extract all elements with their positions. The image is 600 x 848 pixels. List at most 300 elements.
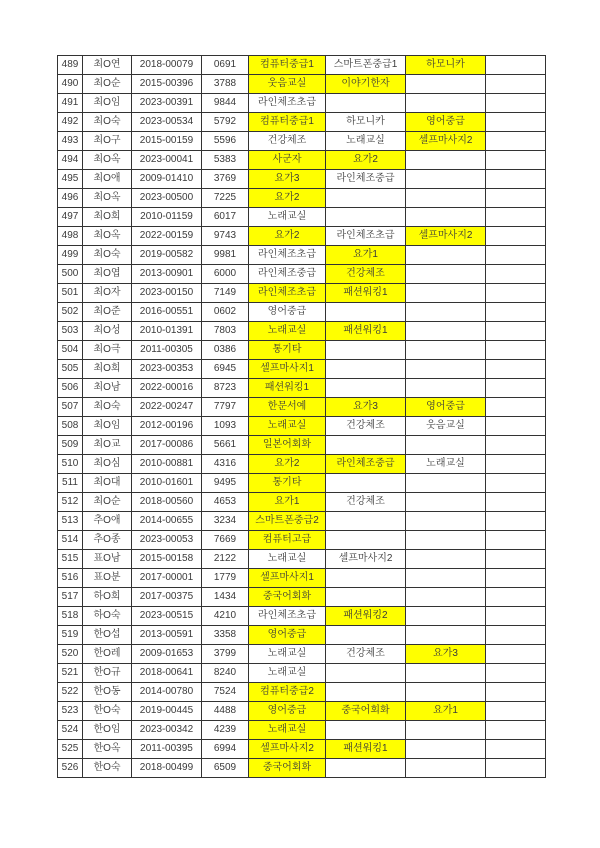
cell-registration-number: 2015-00159	[132, 132, 202, 151]
cell-course-2: 패션워킹2	[326, 607, 406, 626]
cell-course-2	[326, 94, 406, 113]
cell-name: 최O극	[83, 341, 132, 360]
cell-name: 최O숙	[83, 246, 132, 265]
cell-code: 0386	[202, 341, 249, 360]
cell-code: 7803	[202, 322, 249, 341]
cell-row-number: 511	[58, 474, 83, 493]
cell-registration-number: 2023-00534	[132, 113, 202, 132]
cell-row-number: 520	[58, 645, 83, 664]
cell-name: 최O희	[83, 360, 132, 379]
cell-course-3	[406, 588, 486, 607]
cell-row-number: 496	[58, 189, 83, 208]
cell-registration-number: 2012-00196	[132, 417, 202, 436]
cell-registration-number: 2022-00247	[132, 398, 202, 417]
cell-row-number: 499	[58, 246, 83, 265]
cell-code: 3234	[202, 512, 249, 531]
cell-course-1: 노래교실	[249, 645, 326, 664]
table-body	[58, 56, 546, 778]
cell-name: 최O연	[83, 56, 132, 75]
table-row	[58, 379, 546, 398]
cell-course-1: 통기타	[249, 341, 326, 360]
cell-course-2	[326, 759, 406, 778]
cell-course-2	[326, 531, 406, 550]
cell-code: 7149	[202, 284, 249, 303]
table-row	[58, 170, 546, 189]
cell-extra	[486, 94, 546, 113]
cell-extra	[486, 341, 546, 360]
cell-registration-number: 2010-00881	[132, 455, 202, 474]
cell-extra	[486, 550, 546, 569]
cell-registration-number: 2018-00641	[132, 664, 202, 683]
table-row	[58, 360, 546, 379]
cell-extra	[486, 626, 546, 645]
table-row	[58, 740, 546, 759]
cell-course-3	[406, 170, 486, 189]
cell-code: 7225	[202, 189, 249, 208]
cell-registration-number: 2010-01159	[132, 208, 202, 227]
cell-extra	[486, 721, 546, 740]
cell-name: 최O애	[83, 170, 132, 189]
cell-course-1: 컴퓨터중급1	[249, 56, 326, 75]
cell-code: 5792	[202, 113, 249, 132]
cell-course-1: 요가1	[249, 493, 326, 512]
cell-registration-number: 2023-00342	[132, 721, 202, 740]
cell-name: 최O구	[83, 132, 132, 151]
cell-course-3	[406, 474, 486, 493]
cell-course-2: 라인체조중급	[326, 170, 406, 189]
cell-course-3	[406, 379, 486, 398]
cell-course-3	[406, 246, 486, 265]
cell-registration-number: 2022-00159	[132, 227, 202, 246]
cell-course-3	[406, 512, 486, 531]
cell-row-number: 514	[58, 531, 83, 550]
cell-course-3	[406, 208, 486, 227]
cell-registration-number: 2023-00500	[132, 189, 202, 208]
cell-code: 4653	[202, 493, 249, 512]
cell-course-1: 중국어회화	[249, 588, 326, 607]
cell-course-1: 웃음교실	[249, 75, 326, 94]
cell-name: 최O옥	[83, 189, 132, 208]
cell-row-number: 512	[58, 493, 83, 512]
cell-course-2	[326, 474, 406, 493]
cell-extra	[486, 398, 546, 417]
cell-extra	[486, 588, 546, 607]
cell-registration-number: 2015-00158	[132, 550, 202, 569]
cell-course-1: 셀프마사지1	[249, 360, 326, 379]
cell-registration-number: 2019-00582	[132, 246, 202, 265]
cell-course-3: 노래교실	[406, 455, 486, 474]
cell-code: 6509	[202, 759, 249, 778]
cell-course-1: 노래교실	[249, 417, 326, 436]
cell-registration-number: 2018-00560	[132, 493, 202, 512]
cell-course-3: 하모니카	[406, 56, 486, 75]
cell-code: 4210	[202, 607, 249, 626]
cell-course-2: 중국어회화	[326, 702, 406, 721]
cell-registration-number: 2013-00901	[132, 265, 202, 284]
cell-name: 최O숙	[83, 398, 132, 417]
cell-extra	[486, 607, 546, 626]
cell-row-number: 507	[58, 398, 83, 417]
cell-course-3	[406, 493, 486, 512]
cell-extra	[486, 227, 546, 246]
table-row	[58, 455, 546, 474]
cell-course-1: 한문서예	[249, 398, 326, 417]
cell-course-2	[326, 588, 406, 607]
cell-name: 표O분	[83, 569, 132, 588]
cell-extra	[486, 189, 546, 208]
cell-code: 6994	[202, 740, 249, 759]
cell-row-number: 490	[58, 75, 83, 94]
cell-name: 한O섭	[83, 626, 132, 645]
table-row	[58, 550, 546, 569]
cell-extra	[486, 417, 546, 436]
table-row	[58, 512, 546, 531]
cell-course-3	[406, 740, 486, 759]
cell-course-1: 건강체조	[249, 132, 326, 151]
cell-course-2	[326, 683, 406, 702]
cell-course-2: 요가1	[326, 246, 406, 265]
cell-extra	[486, 75, 546, 94]
cell-registration-number: 2010-01601	[132, 474, 202, 493]
cell-row-number: 517	[58, 588, 83, 607]
cell-row-number: 524	[58, 721, 83, 740]
cell-course-1: 영어중급	[249, 626, 326, 645]
cell-course-1: 통기타	[249, 474, 326, 493]
cell-course-1: 노래교실	[249, 721, 326, 740]
cell-registration-number: 2011-00395	[132, 740, 202, 759]
cell-name: 최O남	[83, 379, 132, 398]
table-row	[58, 341, 546, 360]
cell-name: 한O동	[83, 683, 132, 702]
table-row	[58, 759, 546, 778]
cell-row-number: 504	[58, 341, 83, 360]
cell-code: 3799	[202, 645, 249, 664]
cell-name: 최O옥	[83, 227, 132, 246]
cell-course-2	[326, 341, 406, 360]
cell-course-1: 라인체조초급	[249, 94, 326, 113]
cell-name: 한O규	[83, 664, 132, 683]
table-row	[58, 683, 546, 702]
cell-course-1: 라인체조초급	[249, 246, 326, 265]
course-enrollment-table	[57, 55, 546, 778]
cell-row-number: 525	[58, 740, 83, 759]
table-row	[58, 702, 546, 721]
table-row	[58, 493, 546, 512]
cell-registration-number: 2014-00655	[132, 512, 202, 531]
cell-code: 9495	[202, 474, 249, 493]
cell-name: 최O순	[83, 493, 132, 512]
cell-course-2	[326, 664, 406, 683]
cell-extra	[486, 113, 546, 132]
cell-row-number: 522	[58, 683, 83, 702]
cell-name: 최O순	[83, 75, 132, 94]
cell-extra	[486, 208, 546, 227]
cell-course-1: 요가2	[249, 227, 326, 246]
cell-code: 4316	[202, 455, 249, 474]
cell-extra	[486, 569, 546, 588]
table-row	[58, 189, 546, 208]
table-row	[58, 113, 546, 132]
cell-course-3	[406, 284, 486, 303]
cell-name: 한O숙	[83, 759, 132, 778]
cell-code: 1434	[202, 588, 249, 607]
cell-row-number: 516	[58, 569, 83, 588]
cell-course-1: 라인체조초급	[249, 284, 326, 303]
cell-course-2	[326, 189, 406, 208]
cell-extra	[486, 265, 546, 284]
table-row	[58, 664, 546, 683]
cell-registration-number: 2014-00780	[132, 683, 202, 702]
cell-course-3	[406, 626, 486, 645]
cell-registration-number: 2023-00150	[132, 284, 202, 303]
cell-registration-number: 2023-00353	[132, 360, 202, 379]
cell-course-1: 노래교실	[249, 322, 326, 341]
cell-row-number: 505	[58, 360, 83, 379]
cell-course-2: 셀프마사지2	[326, 550, 406, 569]
cell-registration-number: 2018-00499	[132, 759, 202, 778]
cell-row-number: 519	[58, 626, 83, 645]
cell-name: 하O희	[83, 588, 132, 607]
cell-row-number: 492	[58, 113, 83, 132]
cell-name: 최O숙	[83, 113, 132, 132]
cell-code: 5596	[202, 132, 249, 151]
cell-row-number: 526	[58, 759, 83, 778]
cell-course-1: 일본어회화	[249, 436, 326, 455]
cell-course-3	[406, 94, 486, 113]
cell-name: 최O임	[83, 417, 132, 436]
cell-registration-number: 2023-00391	[132, 94, 202, 113]
cell-code: 3358	[202, 626, 249, 645]
cell-name: 최O자	[83, 284, 132, 303]
cell-course-3	[406, 664, 486, 683]
table-row	[58, 436, 546, 455]
cell-code: 0691	[202, 56, 249, 75]
cell-course-3	[406, 265, 486, 284]
cell-extra	[486, 474, 546, 493]
cell-course-2	[326, 436, 406, 455]
cell-course-3: 셀프마사지2	[406, 132, 486, 151]
cell-course-2: 건강체조	[326, 645, 406, 664]
cell-name: 한O임	[83, 721, 132, 740]
cell-code: 9743	[202, 227, 249, 246]
cell-course-2	[326, 721, 406, 740]
cell-course-2	[326, 512, 406, 531]
cell-name: 한O옥	[83, 740, 132, 759]
table-row	[58, 246, 546, 265]
cell-course-3	[406, 569, 486, 588]
cell-row-number: 521	[58, 664, 83, 683]
cell-course-3	[406, 721, 486, 740]
cell-course-2	[326, 303, 406, 322]
cell-name: 최O준	[83, 303, 132, 322]
table-row	[58, 607, 546, 626]
cell-course-3	[406, 360, 486, 379]
cell-name: 한O레	[83, 645, 132, 664]
table-row	[58, 208, 546, 227]
cell-course-2: 건강체조	[326, 493, 406, 512]
cell-row-number: 508	[58, 417, 83, 436]
cell-registration-number: 2016-00551	[132, 303, 202, 322]
cell-course-1: 영어중급	[249, 702, 326, 721]
table-row	[58, 398, 546, 417]
cell-registration-number: 2009-01410	[132, 170, 202, 189]
cell-code: 0602	[202, 303, 249, 322]
cell-extra	[486, 284, 546, 303]
table-row	[58, 721, 546, 740]
cell-name: 추O애	[83, 512, 132, 531]
cell-registration-number: 2023-00041	[132, 151, 202, 170]
table-row	[58, 322, 546, 341]
cell-code: 1093	[202, 417, 249, 436]
cell-name: 하O숙	[83, 607, 132, 626]
cell-name: 최O성	[83, 322, 132, 341]
cell-course-1: 컴퓨터중급1	[249, 113, 326, 132]
cell-course-2: 이야기한자	[326, 75, 406, 94]
cell-course-3: 영어중급	[406, 398, 486, 417]
cell-row-number: 502	[58, 303, 83, 322]
cell-registration-number: 2022-00016	[132, 379, 202, 398]
table-row	[58, 645, 546, 664]
table-row	[58, 227, 546, 246]
cell-course-3: 영어중급	[406, 113, 486, 132]
cell-extra	[486, 702, 546, 721]
cell-course-2: 패션워킹1	[326, 322, 406, 341]
cell-registration-number: 2019-00445	[132, 702, 202, 721]
cell-extra	[486, 322, 546, 341]
cell-course-3	[406, 322, 486, 341]
cell-code: 4239	[202, 721, 249, 740]
cell-registration-number: 2010-01391	[132, 322, 202, 341]
cell-row-number: 523	[58, 702, 83, 721]
cell-course-3	[406, 759, 486, 778]
cell-extra	[486, 664, 546, 683]
cell-course-1: 컴퓨터고급	[249, 531, 326, 550]
cell-name: 표O남	[83, 550, 132, 569]
cell-course-3: 웃음교실	[406, 417, 486, 436]
table-row	[58, 569, 546, 588]
table-row	[58, 132, 546, 151]
cell-course-3	[406, 607, 486, 626]
cell-course-3: 요가3	[406, 645, 486, 664]
cell-course-2: 요가2	[326, 151, 406, 170]
cell-row-number: 513	[58, 512, 83, 531]
cell-course-3	[406, 436, 486, 455]
cell-extra	[486, 512, 546, 531]
cell-name: 최O심	[83, 455, 132, 474]
cell-registration-number: 2017-00375	[132, 588, 202, 607]
cell-course-1: 영어중급	[249, 303, 326, 322]
cell-extra	[486, 303, 546, 322]
cell-row-number: 501	[58, 284, 83, 303]
cell-registration-number: 2018-00079	[132, 56, 202, 75]
cell-course-1: 노래교실	[249, 664, 326, 683]
cell-course-2	[326, 626, 406, 645]
cell-row-number: 498	[58, 227, 83, 246]
table-row	[58, 94, 546, 113]
cell-extra	[486, 759, 546, 778]
cell-registration-number: 2015-00396	[132, 75, 202, 94]
cell-course-3	[406, 531, 486, 550]
cell-code: 9844	[202, 94, 249, 113]
cell-registration-number: 2017-00086	[132, 436, 202, 455]
cell-course-2	[326, 379, 406, 398]
cell-extra	[486, 645, 546, 664]
table-row	[58, 56, 546, 75]
cell-code: 8723	[202, 379, 249, 398]
cell-course-1: 셀프마사지1	[249, 569, 326, 588]
cell-course-2: 하모니카	[326, 113, 406, 132]
cell-name: 최O대	[83, 474, 132, 493]
cell-extra	[486, 436, 546, 455]
table-row	[58, 531, 546, 550]
cell-row-number: 500	[58, 265, 83, 284]
cell-extra	[486, 360, 546, 379]
cell-extra	[486, 740, 546, 759]
cell-extra	[486, 455, 546, 474]
cell-code: 9981	[202, 246, 249, 265]
cell-course-1: 요가2	[249, 189, 326, 208]
cell-code: 8240	[202, 664, 249, 683]
cell-row-number: 497	[58, 208, 83, 227]
cell-row-number: 494	[58, 151, 83, 170]
cell-code: 5661	[202, 436, 249, 455]
cell-course-2: 노래교실	[326, 132, 406, 151]
cell-row-number: 495	[58, 170, 83, 189]
cell-extra	[486, 379, 546, 398]
cell-code: 6017	[202, 208, 249, 227]
cell-extra	[486, 246, 546, 265]
cell-course-2: 라인체조초급	[326, 227, 406, 246]
cell-course-3	[406, 683, 486, 702]
cell-course-1: 라인체조초급	[249, 607, 326, 626]
cell-course-3: 셀프마사지2	[406, 227, 486, 246]
cell-course-2: 라인체조중급	[326, 455, 406, 474]
cell-course-1: 노래교실	[249, 550, 326, 569]
cell-row-number: 518	[58, 607, 83, 626]
cell-code: 5383	[202, 151, 249, 170]
cell-code: 3769	[202, 170, 249, 189]
cell-extra	[486, 683, 546, 702]
cell-code: 3788	[202, 75, 249, 94]
cell-course-1: 컴퓨터중급2	[249, 683, 326, 702]
table-row	[58, 417, 546, 436]
cell-row-number: 509	[58, 436, 83, 455]
cell-name: 최O희	[83, 208, 132, 227]
table-row	[58, 474, 546, 493]
cell-course-1: 중국어회화	[249, 759, 326, 778]
cell-extra	[486, 151, 546, 170]
cell-registration-number: 2011-00305	[132, 341, 202, 360]
cell-course-2: 패션워킹1	[326, 284, 406, 303]
cell-course-2: 건강체조	[326, 417, 406, 436]
table-row	[58, 284, 546, 303]
cell-course-1: 셀프마사지2	[249, 740, 326, 759]
cell-registration-number: 2017-00001	[132, 569, 202, 588]
cell-registration-number: 2023-00053	[132, 531, 202, 550]
cell-course-3: 요가1	[406, 702, 486, 721]
cell-course-3	[406, 151, 486, 170]
cell-name: 최O임	[83, 94, 132, 113]
cell-extra	[486, 493, 546, 512]
table-row	[58, 151, 546, 170]
cell-registration-number: 2013-00591	[132, 626, 202, 645]
cell-row-number: 493	[58, 132, 83, 151]
cell-course-2	[326, 208, 406, 227]
cell-name: 최O옥	[83, 151, 132, 170]
cell-row-number: 506	[58, 379, 83, 398]
cell-row-number: 510	[58, 455, 83, 474]
cell-name: 최O엽	[83, 265, 132, 284]
